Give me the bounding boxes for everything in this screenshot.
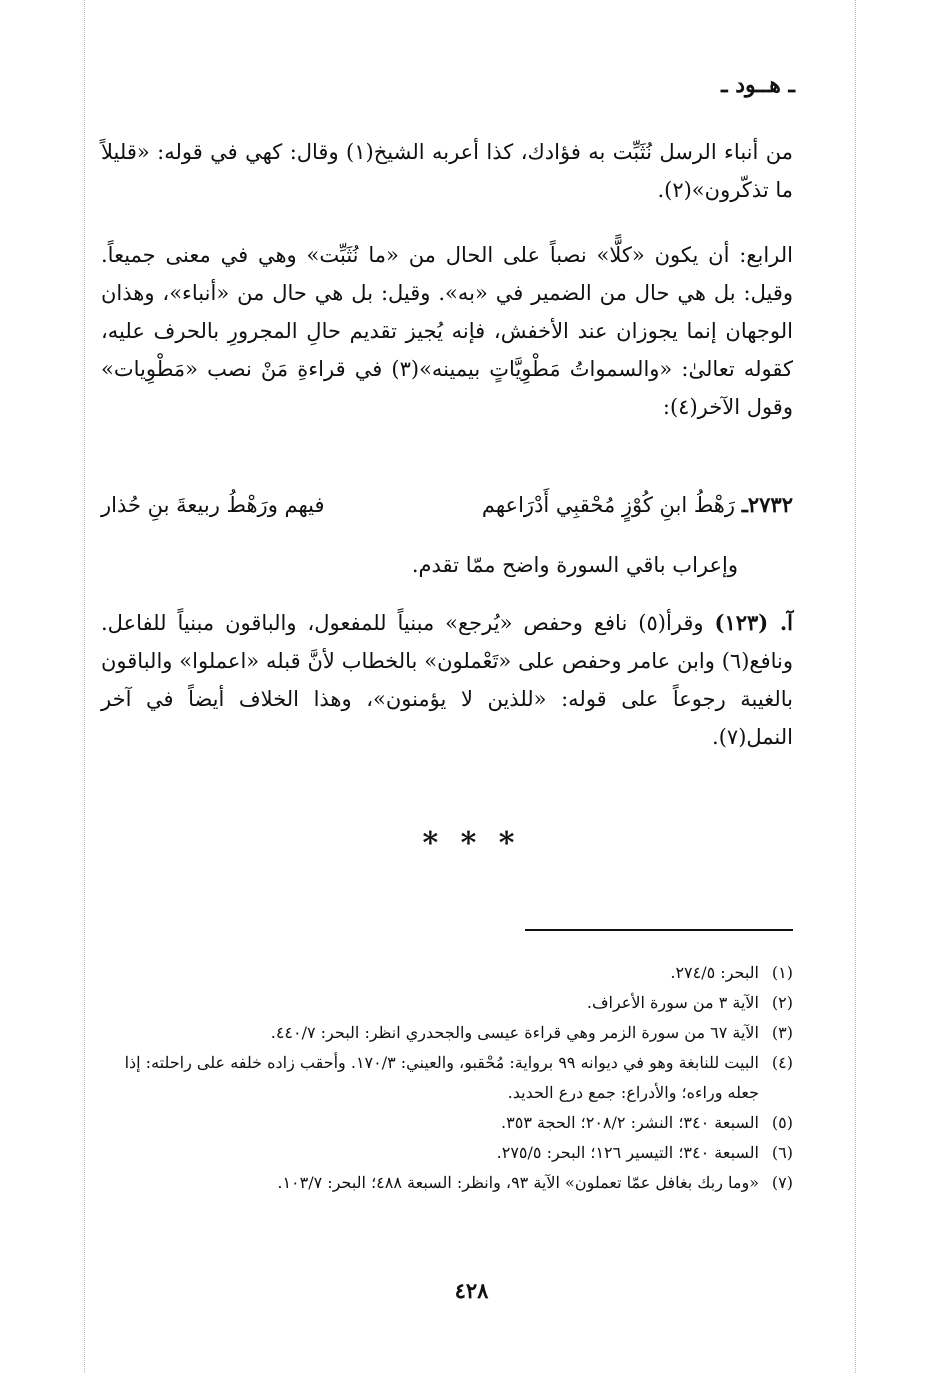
footnote-text: الآية ٣ من سورة الأعراف. xyxy=(586,993,759,1012)
footnote-item xyxy=(101,1108,793,1138)
footnote-item xyxy=(101,1048,793,1108)
footnote-text: البحر: ٢٧٤/٥. xyxy=(670,963,759,982)
page-number: ٤٢٨ xyxy=(454,1278,489,1303)
footnote-text: الآية ٦٧ من سورة الزمر وهي قراءة عيسى والجحدري انظر: البحر: ٤٤٠/٧. xyxy=(270,1023,759,1042)
footnote-number: (٣) xyxy=(771,1023,793,1042)
paragraph-2: الرابع: أن يكون «كلًّا» نصباً على الحال من «ما نُثَبِّت» وهي في معنى جميعاً. وقيل: بل هي حال من الضمير في «به». وقيل: بل هي حال من «أنباء»، وهذان الوجهان إنما يجوزان عند الأخفش، فإنه يُجيز تقديم حالِ المجرورِ بالحرف عليه، كقوله تعالىٰ: «والسمواتُ مَطْوِيَّاتٍ بيمينه»(٣) في قراءةِ مَنْ نصب «مَطْوِيات» وقول الآخر(٤): xyxy=(101,243,793,419)
footnote-number: (٤) xyxy=(771,1053,793,1072)
paragraph-1: من أنباء الرسل نُثَبِّت به فؤادك، كذا أعربه الشيخ(١) وقال: كهي في قوله: «قليلاً ما تذكّرون»(٢). xyxy=(101,140,793,202)
footnote-text: «وما ربك بغافل عمّا تعملون» الآية ٩٣، وانظر: السبعة ٤٨٨؛ البحر: ١٠٣/٧. xyxy=(277,1173,759,1192)
hemistich-2: فيهم ورَهْطُ ربيعةَ بنِ حُذار xyxy=(101,493,325,517)
footnote-number: (٧) xyxy=(771,1173,793,1192)
footnote-divider xyxy=(525,929,793,931)
verse-first-hemistich xyxy=(433,486,793,524)
footnote-number: (١) xyxy=(771,963,793,982)
footnotes xyxy=(101,958,793,1198)
footnote-number: (٥) xyxy=(771,1113,793,1132)
hemistich-1: رَهْطُ ابنِ كُوْزٍ مُحْقبِي أَدْرَاعهم xyxy=(481,493,736,517)
footnote-item xyxy=(101,1168,793,1198)
footnote-text: السبعة ٣٤٠؛ النشر: ٢٠٨/٢؛ الحجة ٣٥٣. xyxy=(501,1113,759,1132)
section-separator: * * * xyxy=(422,826,521,861)
footnote-item xyxy=(101,1018,793,1048)
footnote-number: (٢) xyxy=(771,993,793,1012)
verse-number: ٢٧٣٢ـ xyxy=(741,492,793,517)
running-header: ـ هــود ـ xyxy=(721,72,795,98)
footnote-item xyxy=(101,958,793,988)
footnote-number: (٦) xyxy=(771,1143,793,1162)
verse-followup-line: وإعراب باقي السورة واضح ممّا تقدم. xyxy=(411,553,738,577)
footnote-text: البيت للنابغة وهو في ديوانه ٩٩ برواية: مُحْقبو، والعيني: ١٧٠/٣. وأحقب زاده خلفه على راحلته: إذا جعله وراءه؛ والأدراع: جمع درع الحديد. xyxy=(124,1053,759,1102)
footnote-item xyxy=(101,988,793,1018)
footnote-text: السبعة ٣٤٠؛ التيسير ١٢٦؛ البحر: ٢٧٥/٥. xyxy=(496,1143,759,1162)
verse-reference: آ. (١٢٣) xyxy=(714,610,793,635)
paragraph-4-text: وقرأ(٥) نافع وحفص «يُرجع» مبنياً للمفعول، والباقون مبنياً للفاعل. ونافع(٦) وابن عامر وحفص على «تَعْملون» بالخطاب لأنَّ قبله «اعملوا» والباقون بالغيبة رجوعاً على قوله: «للذين لا يؤمنون»، وهذا الخلاف أيضاً في آخر النمل(٧). xyxy=(101,611,793,749)
paragraph-4 xyxy=(101,604,793,756)
footnote-item xyxy=(101,1138,793,1168)
